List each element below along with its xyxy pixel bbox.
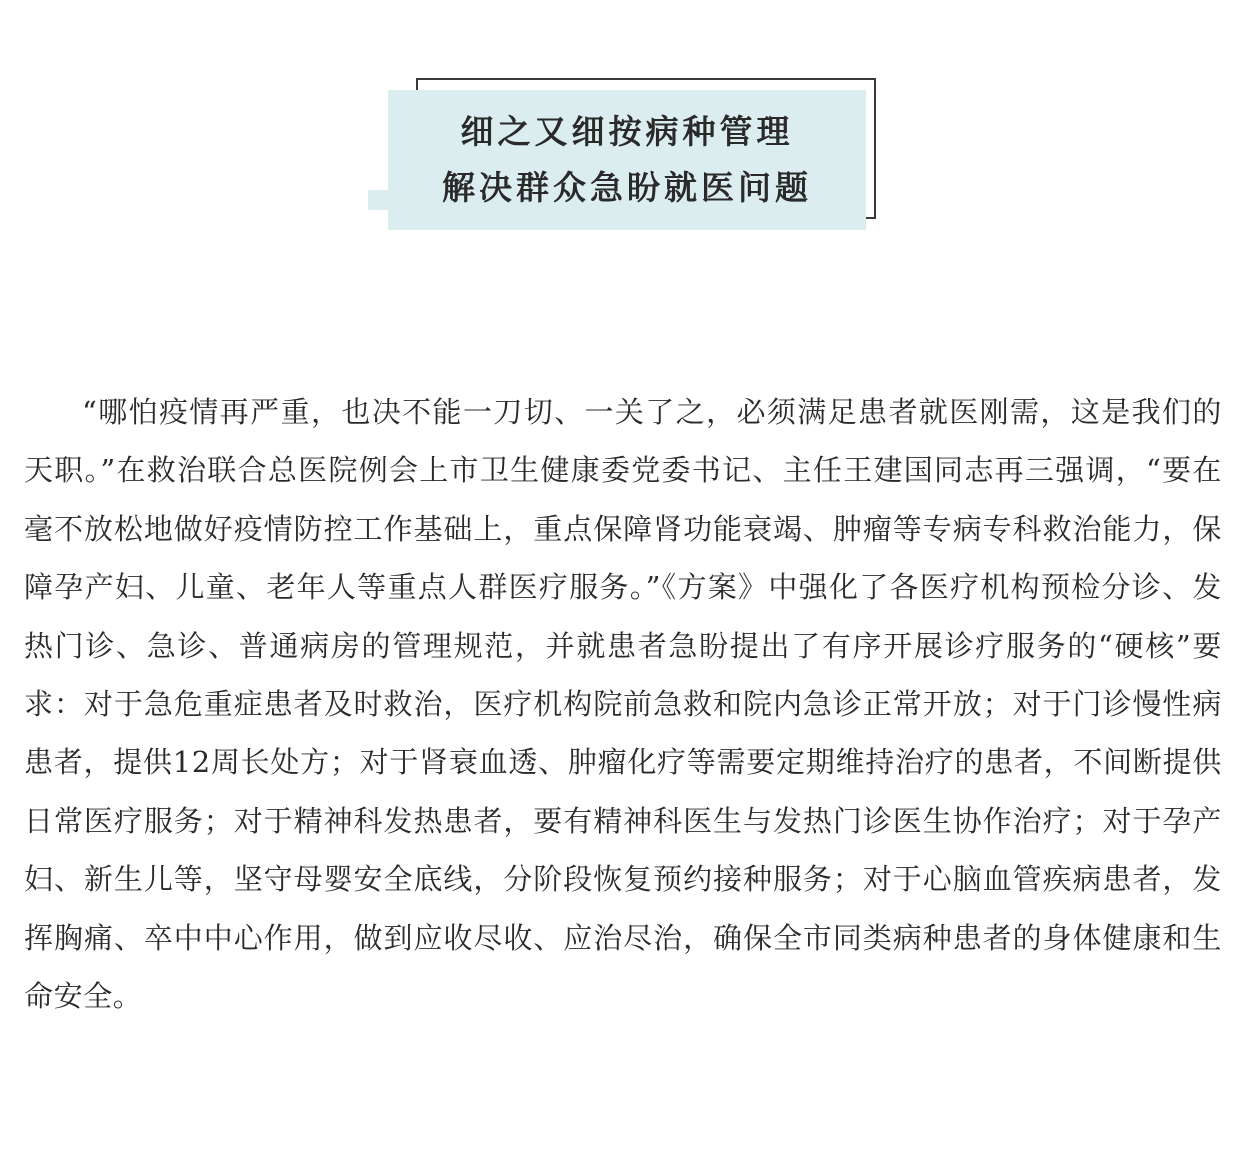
article-paragraph: “哪怕疫情再严重，也决不能一刀切、一关了之，必须满足患者就医刚需，这是我们的天职。”在救治联合总医院例会上市卫生健康委党委书记、主任王建国同志再三强调，“要在毫不放松地做好疫情防控工作基础上，重点保障肾功能衰竭、肿瘤等专病专科救治能力，保障孕产妇、儿童、老年人等重点人群医疗服务。”《方案》中强化了各医疗机构预检分诊、发热门诊、急诊、普通病房的管理规范，并就患者急盼提出了有序开展诊疗服务的“硬核”要求：对于急危重症患者及时救治，医疗机构院前急救和院内急诊正常开放；对于门诊慢性病患者，提供12周长处方；对于肾衰血透、肿瘤化疗等需要定期维持治疗的患者，不间断提供日常医疗服务；对于精神科发热患者，要有精神科医生与发热门诊医生协作治疗；对于孕产妇、新生儿等，坚守母婴安全底线，分阶段恢复预约接种服务；对于心脑血管疾病患者，发挥胸痛、卒中中心作用，做到应收尽收、应治尽治，确保全市同类病种患者的身体健康和生命安全。: [24, 395, 1222, 1014]
heading-title: [388, 90, 866, 230]
section-heading: [366, 76, 880, 234]
heading-decor-square: [368, 190, 388, 210]
heading-line-1: 细之又细按病种管理: [460, 112, 794, 151]
heading-line-2: 解决群众急盼就医问题: [442, 168, 812, 207]
